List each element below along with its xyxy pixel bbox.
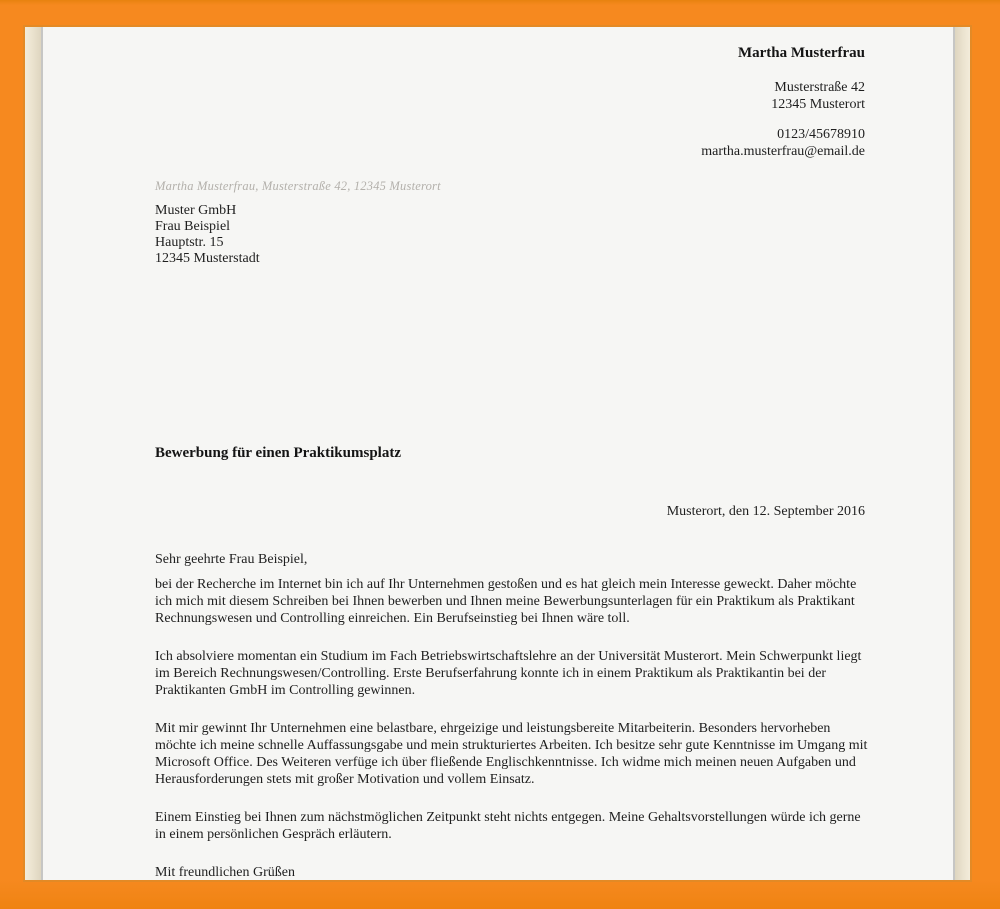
sender-phone: 0123/45678910 <box>777 127 865 142</box>
paragraph-4: Einem Einstieg bei Ihnen zum nächstmöglichen Zeitpunkt steht nichts entgegen. Meine Gehaltsvorstellungen würde ich gerne in einem persönlichen Gespräch erläutern. <box>155 810 861 842</box>
subject-line: Bewerbung für einen Praktikumsplatz <box>155 445 401 461</box>
recipient-company: Muster GmbH <box>155 203 237 218</box>
page-edge-line-right <box>953 27 955 880</box>
recipient-street: Hauptstr. 15 <box>155 235 224 250</box>
date-line: Musterort, den 12. September 2016 <box>666 504 865 519</box>
page-edge-line-left <box>41 27 43 880</box>
salutation: Sehr geehrte Frau Beispiel, <box>155 552 308 567</box>
sender-city: 12345 Musterort <box>771 97 865 112</box>
page-edge-left <box>25 27 41 880</box>
paragraph-3: Mit mir gewinnt Ihr Unternehmen eine belastbare, ehrgeizige und leistungsbereite Mitarbeiterin. Besonders hervorheben möchte ich meine schnelle Auffassungsgabe und mein strukturiertes Arbeiten. Ich besitze sehr gute Kenntnisse im Umgang mit Microsoft Office. Des Weiteren verfüge ich über fließende Englischkenntnisse. Ich widme mich meinen neuen Aufgaben und Herausforderungen stets mit großer Motivation und vollem Einsatz. <box>155 721 868 787</box>
return-address-line: Martha Musterfrau, Musterstraße 42, 12345 Musterort <box>155 179 441 193</box>
recipient-contact: Frau Beispiel <box>155 219 231 234</box>
sender-email: martha.musterfrau@email.de <box>701 144 865 159</box>
sender-gap <box>701 113 865 126</box>
paragraph-1: bei der Recherche im Internet bin ich auf Ihr Unternehmen gestoßen und es hat gleich mein Interesse geweckt. Daher möchte ich mich mit diesem Schreiben bei Ihnen bewerben und Ihnen meine Bewerbungsunterlagen für ein Praktikum als Praktikant Rechnungswesen und Controlling einreichen. Ein Berufseinstieg bei Ihnen wäre toll. <box>155 577 857 626</box>
letter-body <box>155 551 869 881</box>
page-edge-right <box>955 27 970 880</box>
sender-street: Musterstraße 42 <box>774 80 865 95</box>
sender-block <box>701 44 865 160</box>
paragraph-2: Ich absolviere momentan ein Studium im Fach Betriebswirtschaftslehre an der Universität Musterort. Mein Schwerpunkt liegt im Bereich Rechnungswesen/Controlling. Erste Berufserfahrung konnte ich in einem Praktikum als Praktikantin bei der Praktikanten GmbH im Controlling gewinnen. <box>155 649 862 698</box>
closing-line: Mit freundlichen Grüßen <box>155 865 295 880</box>
recipient-city: 12345 Musterstadt <box>155 251 260 266</box>
sender-name: Martha Musterfrau <box>737 45 865 61</box>
recipient-block <box>155 203 260 267</box>
